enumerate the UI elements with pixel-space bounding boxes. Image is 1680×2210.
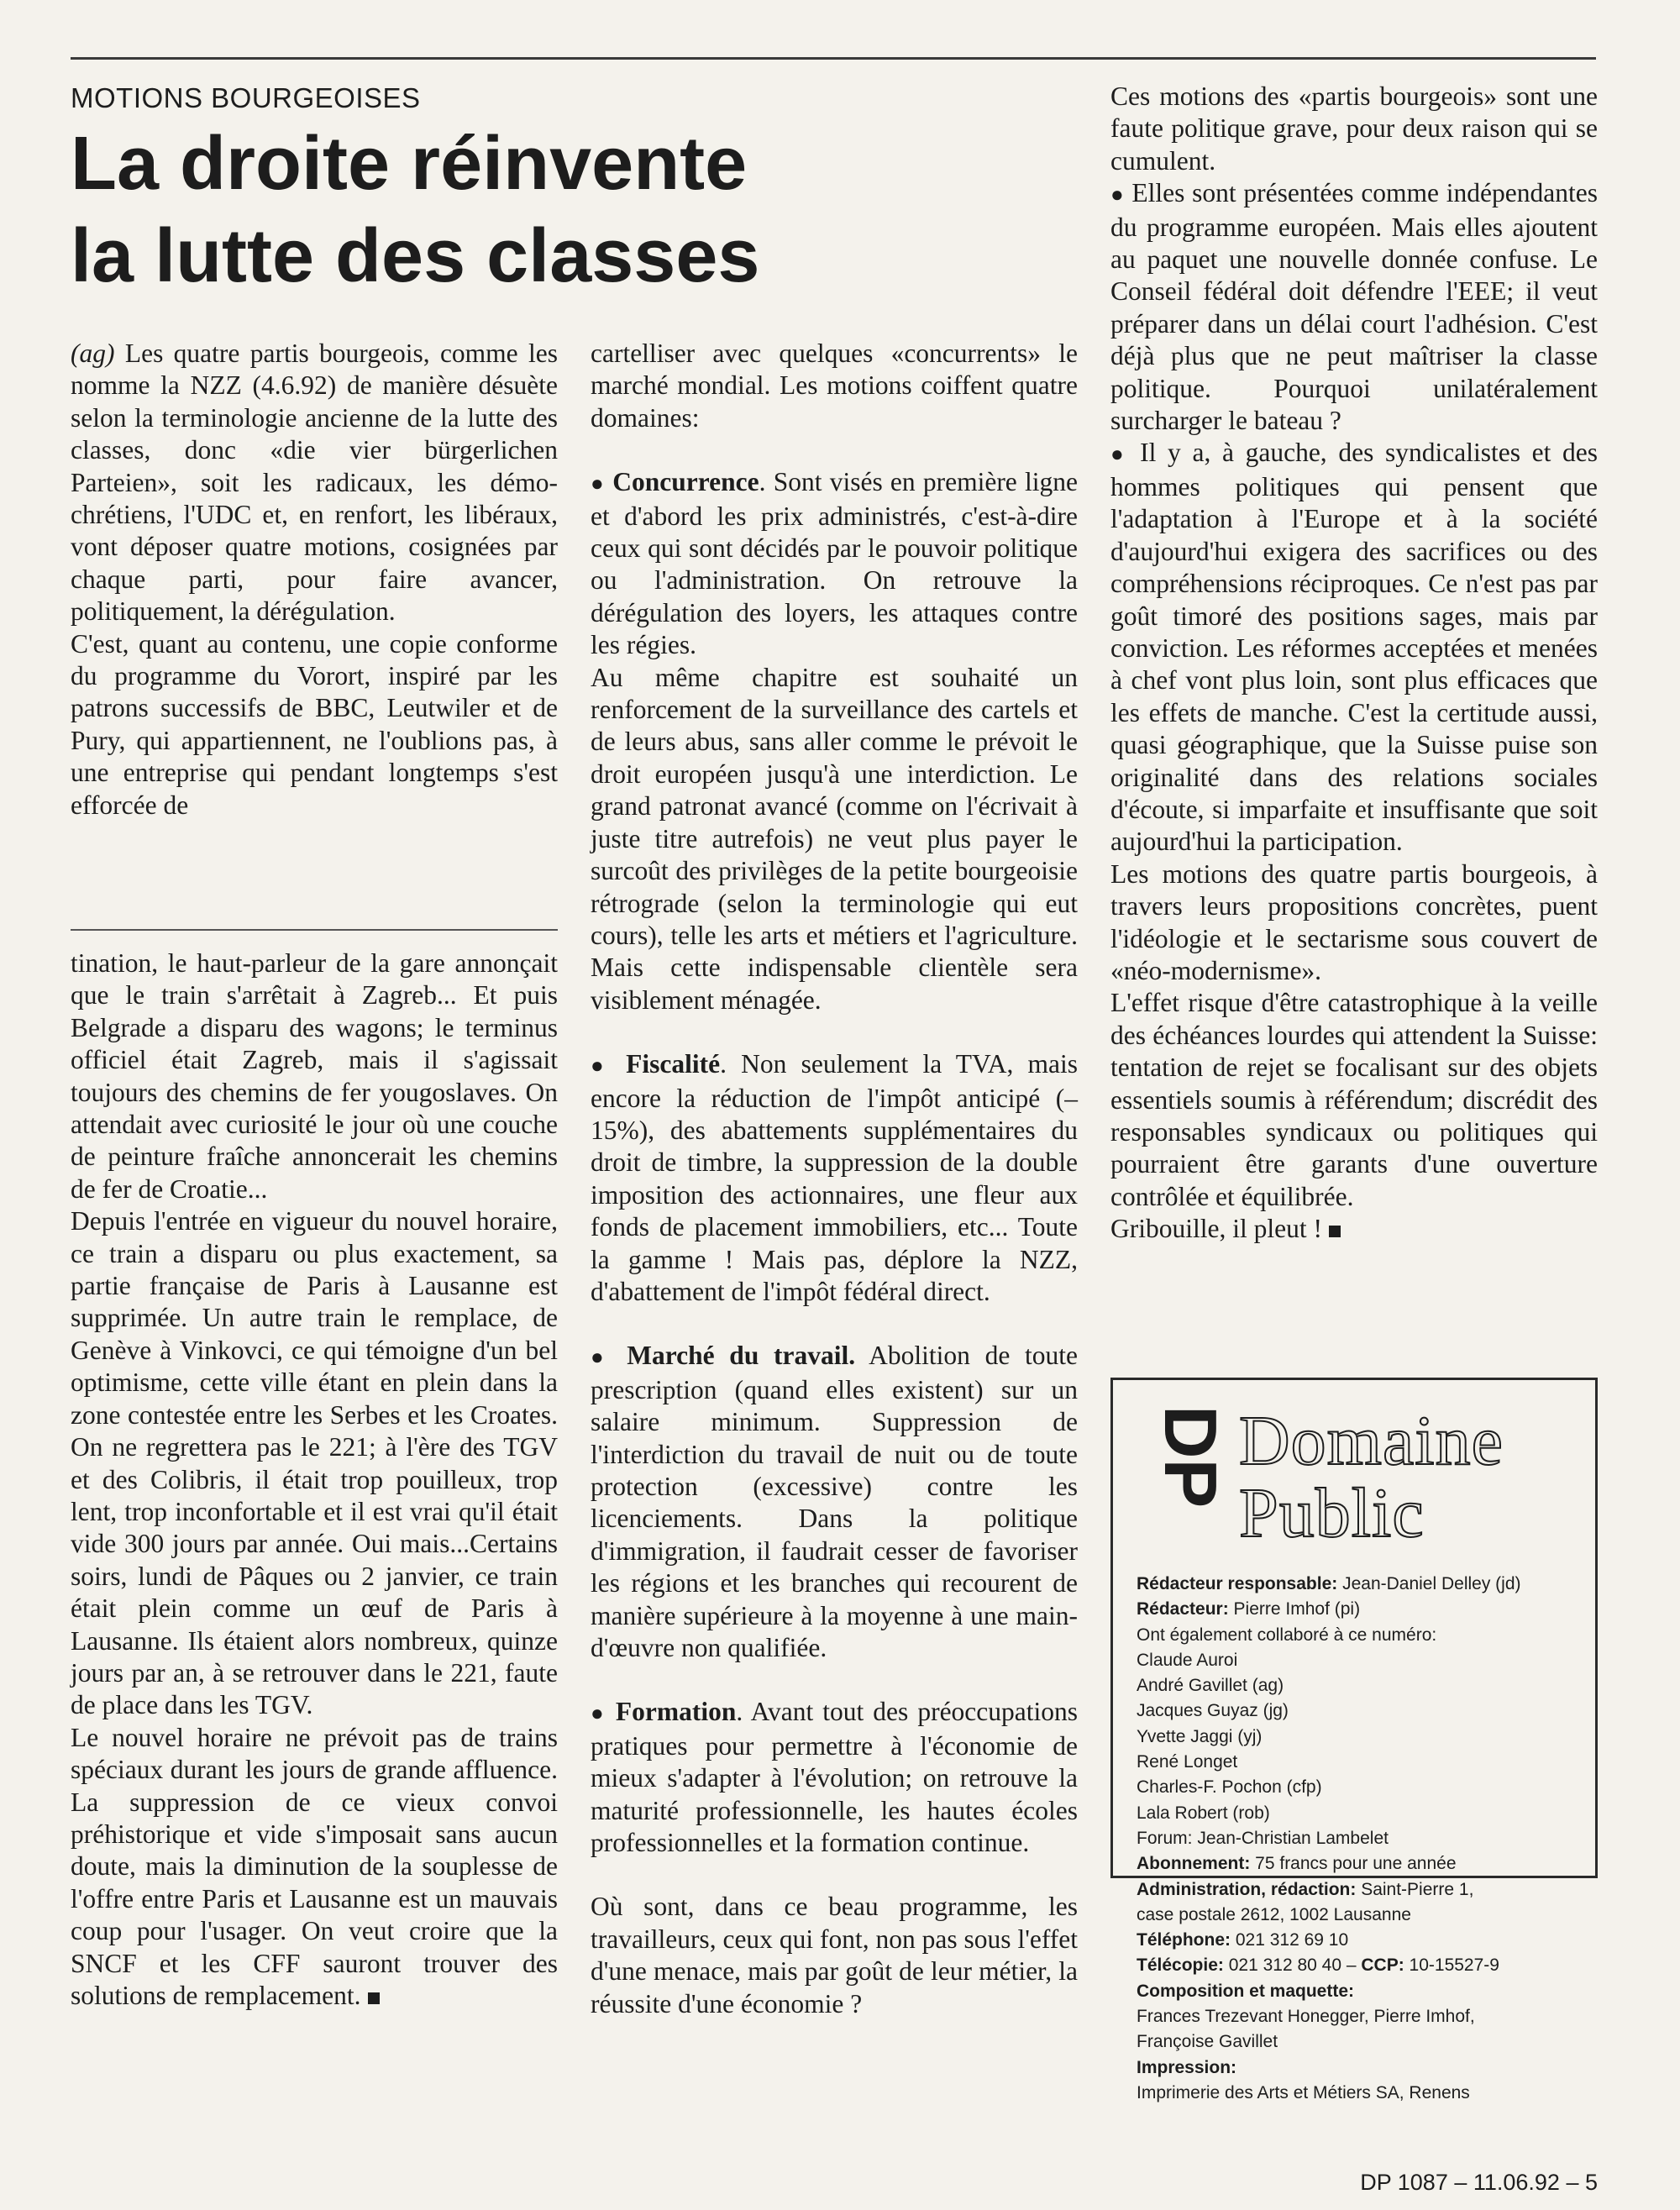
credit-label: Impression:	[1137, 2057, 1237, 2077]
credit-line	[1137, 2055, 1590, 2081]
credit-line	[1137, 1623, 1590, 1648]
section-body: . Avant tout des préoccupations pratiques pour permettre à l'économie de mieux s'adapter à l'évolution; on retrouve la maturité professionnelle, les hautes écoles professionnelles et la formation continue.	[591, 1697, 1079, 1858]
credit-value: Yvette Jaggi (yj)	[1137, 1726, 1263, 1746]
paragraph	[1110, 177, 1598, 437]
credit-line	[1137, 1826, 1590, 1851]
page-footer: DP 1087 – 11.06.92 – 5	[1360, 2170, 1598, 2195]
section-formation	[591, 1696, 1078, 1859]
credit-line	[1137, 1928, 1590, 1953]
credit-line	[1137, 1673, 1590, 1698]
bullet-icon: ●	[1110, 442, 1129, 467]
credit-value: Lala Robert (rob)	[1137, 1803, 1270, 1823]
top-rule	[71, 57, 1596, 60]
paragraph: Au même chapitre est souhaité un renforcement de la surveillance des cartels et de leurs abus, sans aller comme le prévoit le droit européen jusqu'à une interdiction. Le grand patronat avancé (comme on l'écrivait à juste titre autrefois) ne veut plus payer le surcoût des privilèges de la petite bourgeoisie rétrograde (selon la terminologie qui eut cours), telle les arts et métiers et l'agriculture. Mais cette indispensable clientèle sera visiblement ménagée.	[591, 662, 1078, 1015]
paragraph-text: Gribouille, il pleut !	[1110, 1214, 1322, 1244]
paragraph	[71, 338, 558, 628]
column-divider	[71, 929, 558, 931]
credit-value: case postale 2612, 1002 Lausanne	[1137, 1904, 1411, 1924]
credit-line	[1137, 1648, 1590, 1673]
credit-value: Ont également collaboré à ce numéro:	[1137, 1625, 1437, 1645]
credit-line	[1137, 1979, 1590, 2004]
paragraph: Ces motions des «partis bourgeois» sont une faute politique grave, pour deux raison qui se cumulent.	[1110, 81, 1598, 176]
paragraph	[71, 1722, 558, 2013]
credit-label: Rédacteur responsable:	[1137, 1574, 1338, 1593]
credit-line	[1137, 1775, 1590, 1800]
credit-value: Pierre Imhof (pi)	[1228, 1599, 1361, 1619]
headline	[71, 118, 1037, 302]
bullet-icon: ●	[591, 1345, 612, 1370]
paragraph-text: Les quatre partis bourgeois, comme les nomme la NZZ (4.6.92) de manière désuète selon la terminologie ancienne de la lutte des classes, donc «die vier bürgerlichen Parteien», soit les radicaux, les démo-chrétiens, l'UDC et, en renfort, les libéraux, vont déposer quatre motions, cosignées par chaque parti, pour faire avancer, politiquement, la dérégulation.	[71, 339, 559, 627]
end-mark-icon	[1329, 1226, 1341, 1237]
credit-value: André Gavillet (ag)	[1137, 1676, 1284, 1696]
paragraph: tination, le haut-parleur de la gare annonçait que le train s'arrêtait à Zagreb... Et puis Belgrade a disparu des wagons; le terminus officiel était Zagreb, mais il s'agissait toujours des chemins de fer yougoslaves. On attendait avec curiosité le jour où une couche de peinture fraîche annoncerait les chemins de fer de Croatie...	[71, 948, 558, 1204]
credit-label: Téléphone:	[1137, 1930, 1231, 1950]
credit-value: René Longet	[1137, 1752, 1238, 1772]
paragraph	[1110, 1213, 1598, 1245]
bullet-icon: ●	[591, 1701, 606, 1726]
bullet-icon: ●	[1110, 182, 1125, 207]
credit-line	[1137, 2029, 1590, 2055]
credit-line	[1137, 1597, 1590, 1622]
credit-line	[1137, 1750, 1590, 1775]
credit-label: CCP:	[1361, 1955, 1404, 1976]
credit-line	[1137, 2004, 1590, 2029]
section-concurrence	[591, 466, 1078, 661]
credit-value: Charles-F. Pochon (cfp)	[1137, 1777, 1322, 1798]
section-body: . Sont visés en première ligne et d'abord les prix administrés, c'est-à-dire ceux qui sont décidés par le pouvoir politique ou l'administration. On retrouve la dérégulation des loyers, les attaques contre les régies.	[591, 467, 1078, 660]
credit-line	[1137, 1903, 1590, 1928]
credit-label: Administration, rédaction:	[1137, 1879, 1357, 1899]
author-initials: (ag)	[71, 339, 115, 368]
credit-label: Télécopie:	[1137, 1955, 1224, 1976]
credit-value: 021 312 80 40 –	[1223, 1955, 1362, 1976]
credit-line	[1137, 1801, 1590, 1826]
credit-line	[1137, 1851, 1590, 1877]
credit-line	[1137, 1724, 1590, 1750]
credit-label: Composition et maquette:	[1137, 1981, 1355, 2001]
credit-line	[1137, 1698, 1590, 1724]
credit-value: 10-15527-9	[1404, 1955, 1499, 1976]
paragraph: Les motions des quatre partis bourgeois, à travers leurs propositions concrètes, puent l'idéologie et le sectarisme sous couvert de «néo-modernisme».	[1110, 858, 1598, 985]
section-heading: Fiscalité	[626, 1049, 721, 1079]
paragraph: Où sont, dans ce beau programme, les travailleurs, ceux qui font, non pas sous l'effet d'une menace, mais par goût de leur métier, la réussite d'une économie ?	[591, 1892, 1078, 2018]
credit-label: Abonnement:	[1137, 1854, 1251, 1874]
dp-logo-text: DP	[1149, 1405, 1232, 1509]
article-column-2	[591, 338, 1078, 2020]
section-body: . Non seulement la TVA, mais encore la réduction de l'impôt anticipé (–15%), des abattements supplémentaires du droit de timbre, la suppression de la double imposition des actionnaires, une fleur aux fonds de placement immobiliers, etc... Toute la gamme ! Mais pas, déplore la NZZ, d'abattement de l'impôt fédéral direct.	[591, 1049, 1078, 1306]
credit-value: Françoise Gavillet	[1137, 2032, 1278, 2052]
credit-value: Jean-Daniel Delley (jd)	[1337, 1574, 1521, 1593]
section-heading: Marché du travail.	[627, 1341, 856, 1371]
credit-value: Forum: Jean-Christian Lambelet	[1137, 1828, 1389, 1848]
masthead-title-line-1: Domaine	[1239, 1402, 1504, 1480]
section-fiscalite	[591, 1048, 1078, 1308]
paragraph: cartelliser avec quelques «concurrents» le marché mondial. Les motions coiffent quatre domaines:	[591, 339, 1078, 433]
credit-line	[1137, 2081, 1590, 2106]
paragraph: C'est, quant au contenu, une copie conforme du programme du Vorort, inspiré par les patrons successifs de BBC, Leutwiler et de Pury, qui appartiennent, ne l'oublions pas, à une entreprise qui pendant longtemps s'est efforcée de	[71, 628, 558, 820]
article-column-1-lower	[71, 948, 558, 2012]
section-kicker: MOTIONS BOURGEOISES	[71, 82, 421, 113]
section-heading: Formation	[615, 1697, 737, 1727]
credit-line	[1137, 1572, 1590, 1597]
bullet-icon: ●	[591, 1053, 612, 1079]
masthead-box	[1110, 1378, 1598, 2102]
paragraph-text: Il y a, à gauche, des syndicalistes et des hommes politiques qui pensent que l'adaptation à l'Europe et à la société d'aujourd'hui exigera des sacrifices ou des compréhensions réciproques. Ce n'est pas par goût timoré des positions sages, mais par conviction. Les réformes acceptées et menées à chef vont plus loin, sont plus efficaces que les effets de manche. C'est la certitude aussi, quasi géographique, que la Suisse puise son originalité dans des relations sociales d'écoute, si imparfaite et insuffisante que soit aujourd'hui la participation.	[1110, 438, 1598, 857]
headline-line-2: la lutte des classes	[71, 214, 760, 298]
credit-line	[1137, 1877, 1590, 1903]
bullet-icon: ●	[591, 471, 606, 496]
paragraph: L'effet risque d'être catastrophique à la veille des échéances lourdes qui attendent la Suisse: tentation de rejet se focalisant sur des objets essentiels soumis à référendum; discrédit des responsables syndicaux ou politiques qui pourraient être garants d'une ouverture contrôlée et équilibrée.	[1110, 988, 1598, 1211]
credit-value: Saint-Pierre 1,	[1356, 1879, 1474, 1899]
article-column-3	[1110, 81, 1598, 1246]
credit-value: 021 312 69 10	[1231, 1930, 1349, 1950]
section-heading: Concurrence	[612, 467, 759, 497]
credit-value: Jacques Guyaz (jg)	[1137, 1701, 1289, 1721]
paragraph	[1110, 437, 1598, 858]
credit-value: Claude Auroi	[1137, 1650, 1238, 1670]
paragraph: Depuis l'entrée en vigueur du nouvel horaire, ce train a disparu ou plus exactement, sa partie française de Paris à Lausanne est supprimée. Un autre train le remplace, de Genève à Vinkovci, ce qui témoigne d'un bel optimisme, cette ville étant en plein dans la zone contestée entre les Serbes et les Croates. On ne regrettera pas le 221; à l'ère des TGV et des Colibris, il était trop pouilleux, trop lent, trop inconfortable et il est vrai qu'il était vide 300 jours par année. Oui mais...Certains soirs, lundi de Pâques ou 2 janvier, ce train était plein comme un œuf de Paris à Lausanne. Ils étaient alors nombreux, quinze jours par an, à se retrouver dans le 221, faute de place dans les TGV.	[71, 1206, 558, 1720]
dp-logo-icon	[1131, 1405, 1232, 1548]
headline-line-1: La droite réinvente	[71, 122, 748, 206]
paragraph-text: Le nouvel horaire ne prévoit pas de trains spéciaux durant les jours de grande affluence. La suppression de ce vieux convoi préhistorique et vide s'imposait sans aucun doute, mais la diminution de la souplesse de l'offre entre Paris et Lausanne est un mauvais coup pour l'usager. On veut croire que la SNCF et les CFF sauront trouver des solutions de remplacement.	[71, 1722, 558, 2010]
end-mark-icon	[368, 1992, 380, 2004]
credit-label: Rédacteur:	[1137, 1599, 1229, 1619]
section-marche-du-travail	[591, 1340, 1078, 1664]
section-body: Abolition de toute prescription (quand elles existent) sur un salaire minimum. Suppression de l'interdiction du travail de nuit ou de toute protection (excessive) contre les licenciements. Dans la politique d'immigration, il faudrait cesser de favoriser les régions et les branches qui recourent de manière supérieure à la moyenne à une main-d'œuvre non qualifiée.	[591, 1341, 1078, 1663]
credit-value: Frances Trezevant Honegger, Pierre Imhof,	[1137, 2007, 1475, 2027]
credit-value: Imprimerie des Arts et Métiers SA, Renens	[1137, 2082, 1470, 2102]
masthead-title-line-2: Public	[1239, 1474, 1425, 1552]
paragraph-text: Elles sont présentées comme indépendantes du programme européen. Mais elles ajoutent au paquet une nouvelle donnée confuse. Le Conseil fédéral doit défendre l'EEE; il veut préparer dans un délai court l'adhésion. C'est déjà plus que ne peut maîtriser la classe politique. Pourquoi unilatéralement surcharger le bateau ?	[1110, 178, 1598, 436]
masthead-title	[1239, 1402, 1504, 1552]
credit-value: 75 francs pour une année	[1250, 1854, 1457, 1874]
credits-list	[1137, 1572, 1590, 2106]
credit-line	[1137, 1953, 1590, 1978]
article-column-1	[71, 338, 558, 822]
